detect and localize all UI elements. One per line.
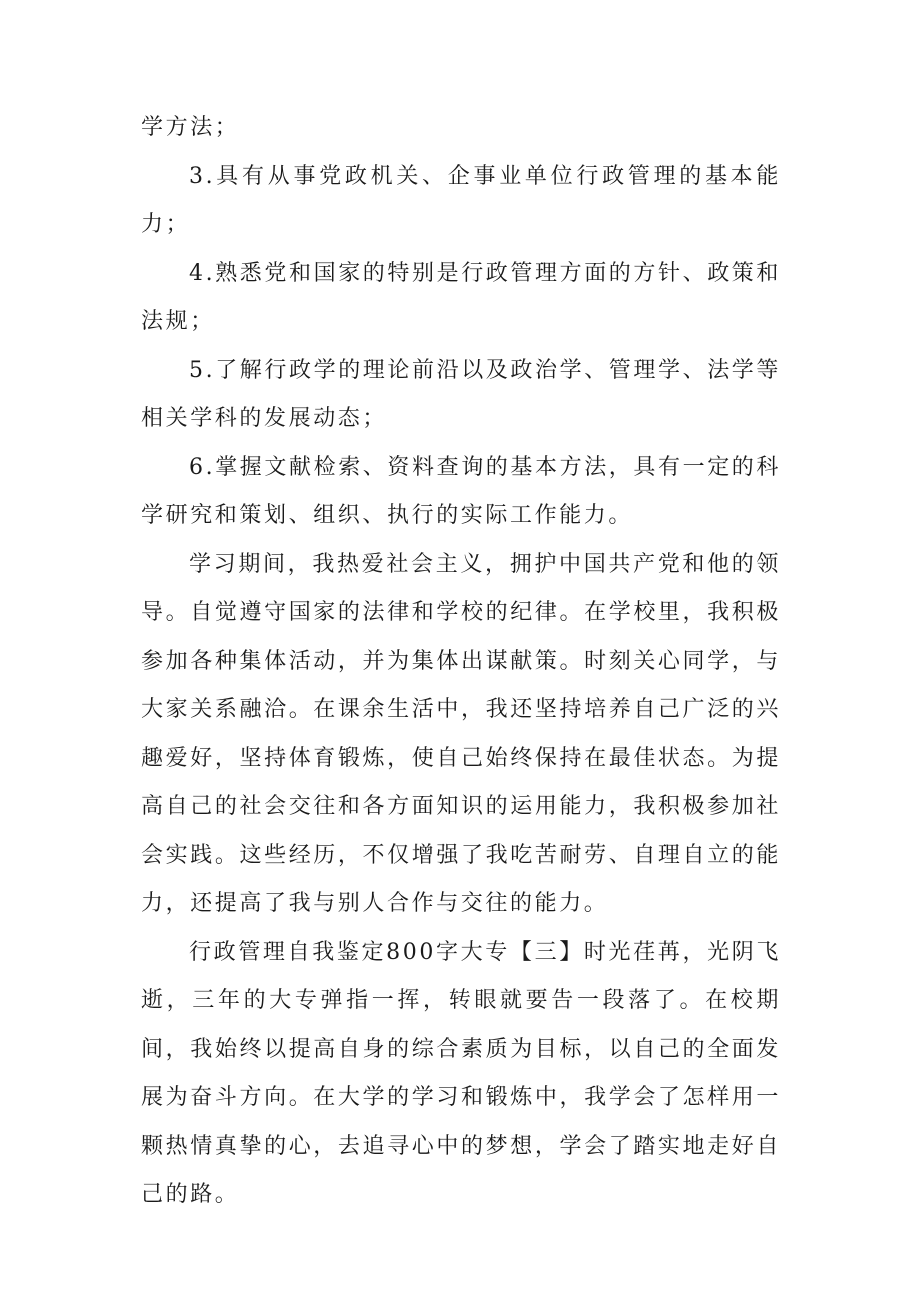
- paragraph-item-6: 6.掌握文献检索、资料查询的基本方法，具有一定的科学研究和策划、组织、执行的实际工作能力。: [141, 454, 781, 528]
- paragraph-item-4: 4.熟悉党和国家的特别是行政管理方面的方针、政策和法规；: [141, 260, 781, 334]
- document-body: [141, 104, 781, 1220]
- paragraph-self-evaluation-three: 行政管理自我鉴定800字大专【三】时光荏苒，光阴飞逝，三年的大专弹指一挥，转眼就要告一段落了。在校期间，我始终以提高自身的综合素质为目标，以自己的全面发展为奋斗方向。在大学的学习和锻炼中，我学会了怎样用一颗热情真挚的心，去追寻心中的梦想，学会了踏实地走好自己的路。: [141, 939, 781, 1207]
- paragraph-item-3: 3.具有从事党政机关、企事业单位行政管理的基本能力；: [141, 163, 781, 237]
- paragraph-item-5: 5.了解行政学的理论前沿以及政治学、管理学、法学等相关学科的发展动态；: [141, 357, 781, 431]
- paragraph-study-period: 学习期间，我热爱社会主义，拥护中国共产党和他的领导。自觉遵守国家的法律和学校的纪律。在学校里，我积极参加各种集体活动，并为集体出谋献策。时刻关心同学，与大家关系融洽。在课余生活中，我还坚持培养自己广泛的兴趣爱好，坚持体育锻炼，使自己始终保持在最佳状态。为提高自己的社会交往和各方面知识的运用能力，我积极参加社会实践。这些经历，不仅增强了我吃苦耐劳、自理自立的能力，还提高了我与别人合作与交往的能力。: [141, 551, 781, 916]
- paragraph-continuation: 学方法；: [141, 115, 240, 140]
